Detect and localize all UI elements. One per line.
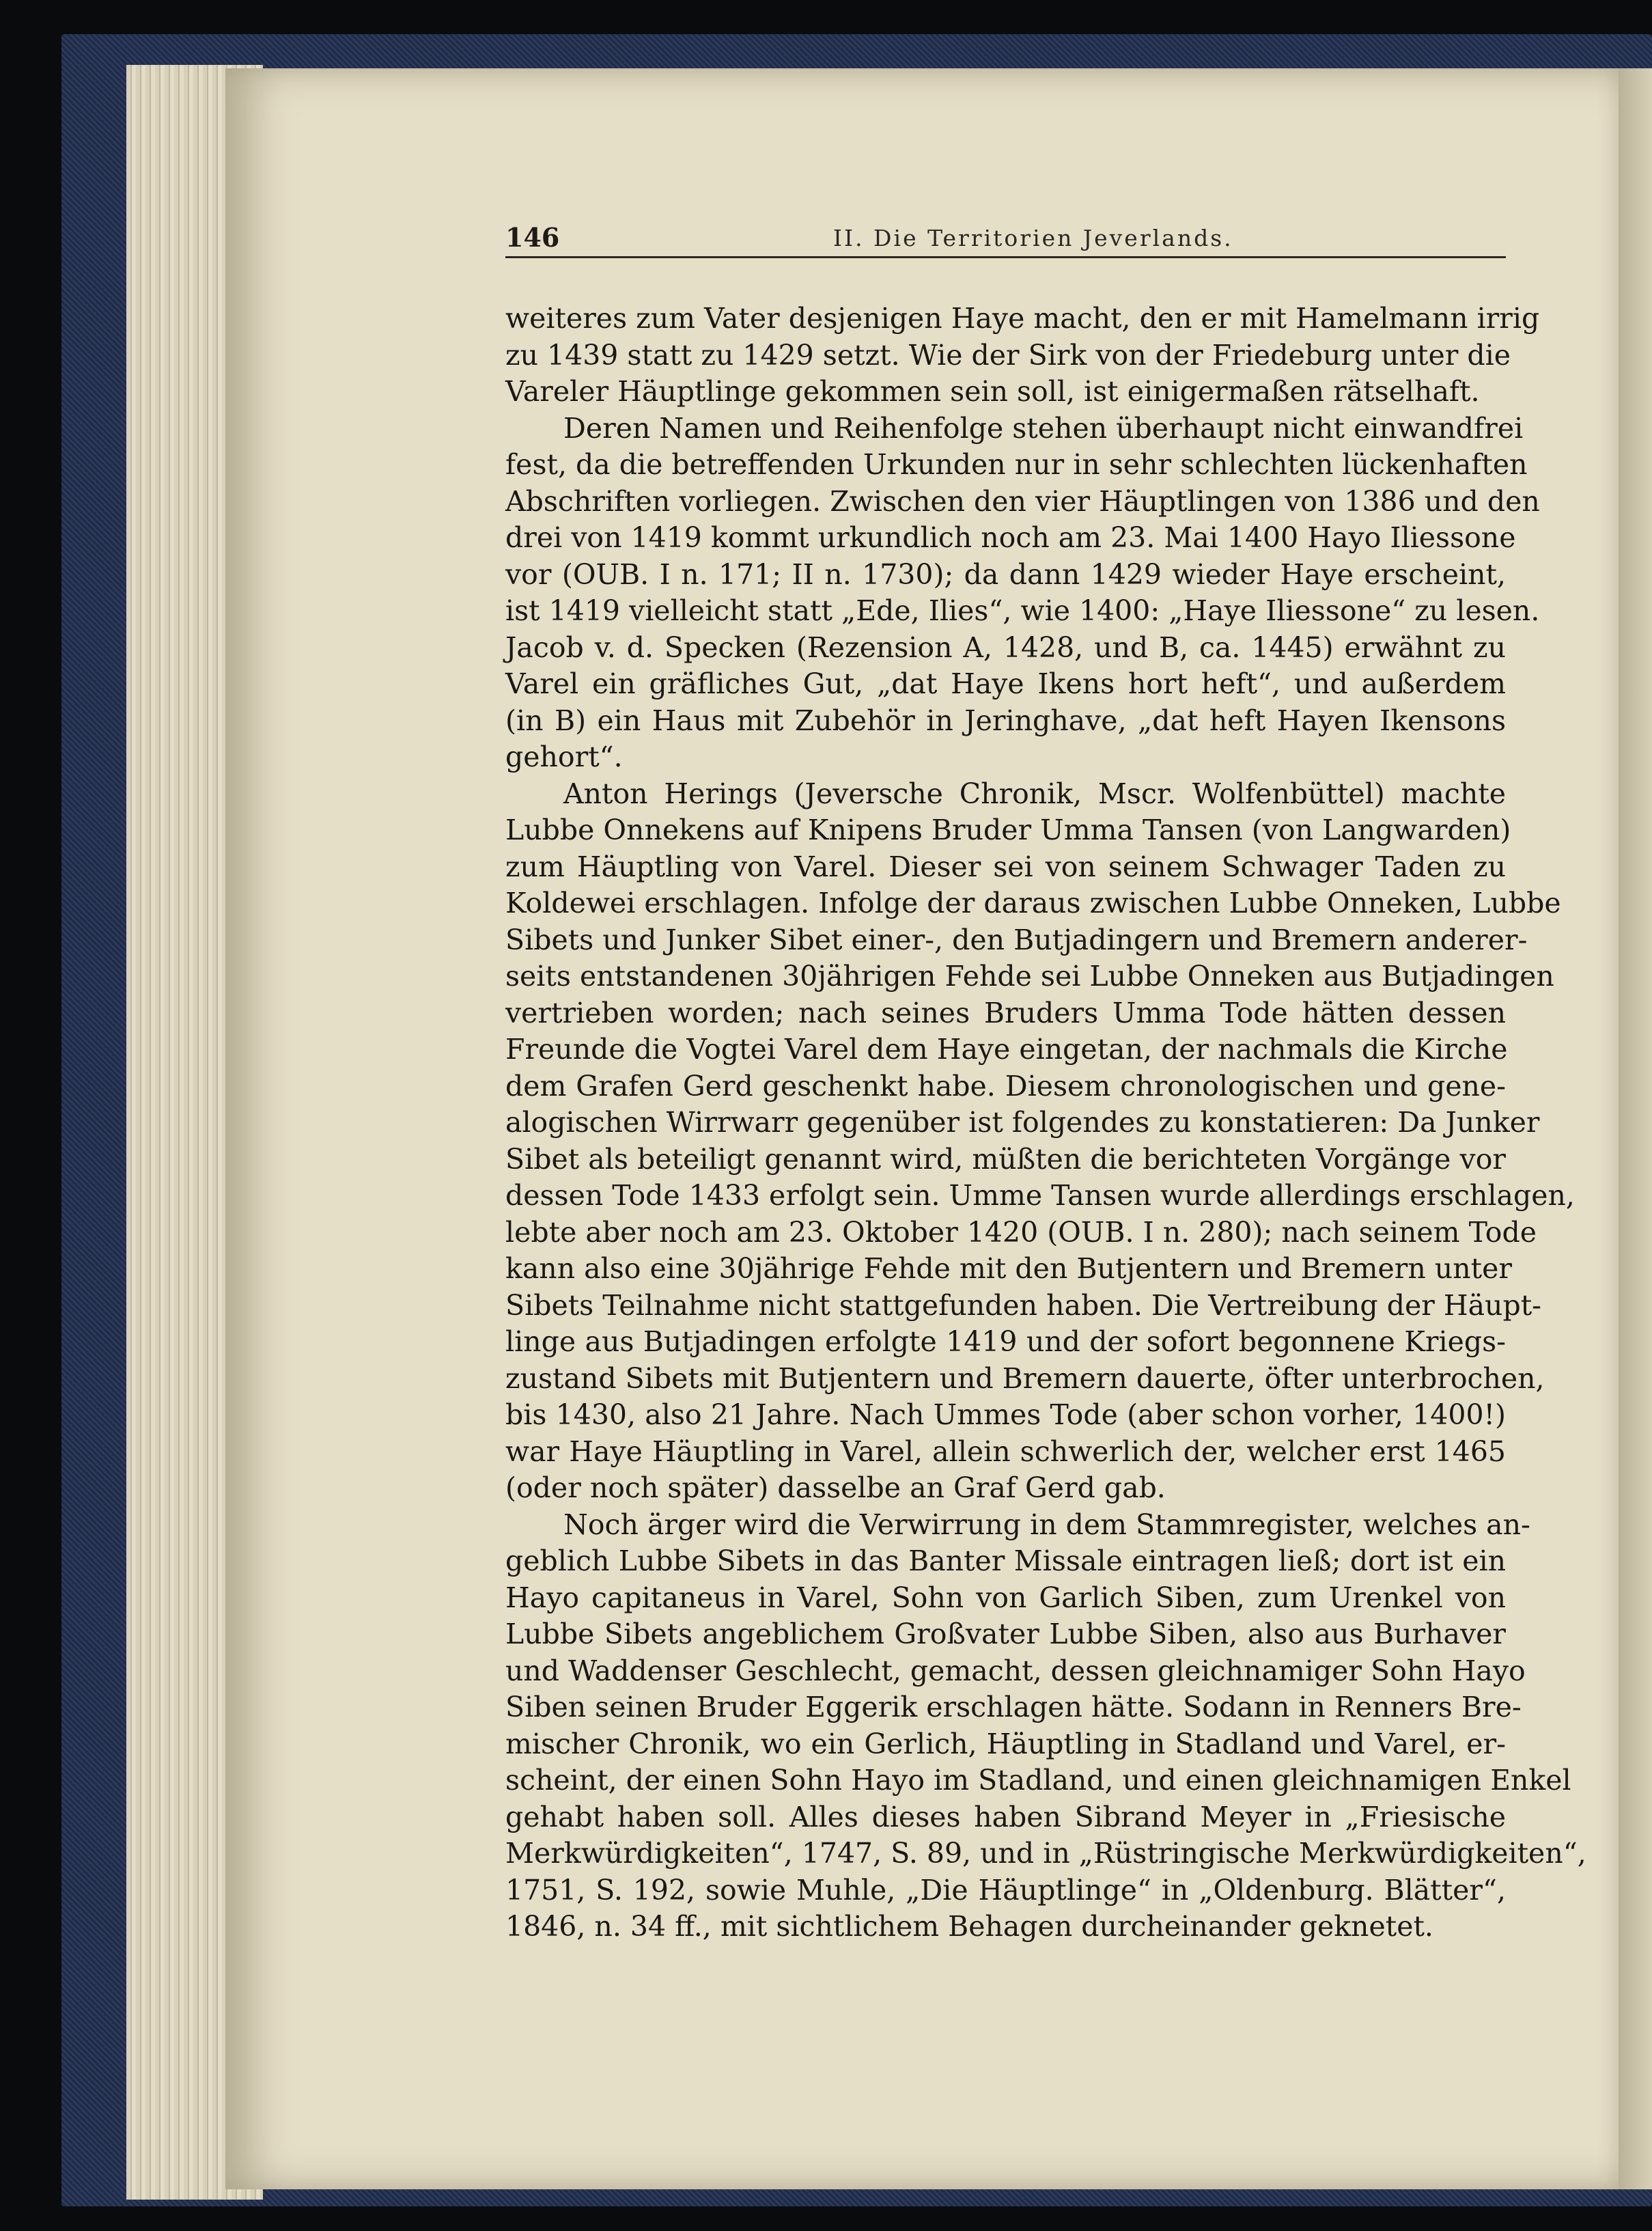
text-line: Anton Herings (Jeversche Chronik, Mscr. Wolfenbüttel) machte bbox=[563, 777, 1506, 810]
facing-page-edge bbox=[1619, 68, 1652, 2189]
text-line: Abschriften vorliegen. Zwischen den vier Häuptlingen von 1386 und den bbox=[505, 484, 1540, 518]
text-line: lebte aber noch am 23. Oktober 1420 (OUB. I n. 280); nach seinem Tode bbox=[505, 1215, 1537, 1249]
text-line: bis 1430, also 21 Jahre. Nach Ummes Tode (aber schon vorher, 1400!) bbox=[505, 1398, 1506, 1431]
page-header bbox=[505, 222, 1506, 258]
text-line: zum Häuptling von Varel. Dieser sei von seinem Schwager Taden zu bbox=[505, 850, 1506, 883]
text-line: vor (OUB. I n. 171; II n. 1730); da dann 1429 wieder Haye erscheint, bbox=[505, 557, 1506, 591]
paragraph bbox=[505, 1507, 1586, 1945]
text-line: scheint, der einen Sohn Hayo im Stadland, und einen gleichnamigen Enkel bbox=[505, 1764, 1571, 1797]
text-line: Sibets Teilnahme nicht stattgefunden haben. Die Vertreibung der Häupt- bbox=[505, 1288, 1542, 1322]
text-line: (oder noch später) dasselbe an Graf Gerd gab. bbox=[505, 1471, 1166, 1504]
text-line: kann also eine 30jährige Fehde mit den Butjentern und Bremern unter bbox=[505, 1252, 1512, 1285]
text-line: Hayo capitaneus in Varel, Sohn von Garlich Siben, zum Urenkel von bbox=[505, 1581, 1506, 1614]
text-line: Varel ein gräfliches Gut, „dat Haye Ikens hort heft“, und außerdem bbox=[505, 667, 1506, 700]
text-line: und Waddenser Geschlecht, gemacht, dessen gleichnamiger Sohn Hayo bbox=[505, 1654, 1526, 1687]
text-line: Merkwürdigkeiten“, 1747, S. 89, und in „Rüstringische Merkwürdigkeiten“, bbox=[505, 1837, 1586, 1870]
text-line: war Haye Häuptling in Varel, allein schwerlich der, welcher erst 1465 bbox=[505, 1435, 1506, 1468]
text-line: alogischen Wirrwarr gegenüber ist folgendes zu konstatieren: Da Junker bbox=[505, 1106, 1540, 1139]
text-line: Noch ärger wird die Verwirrung in dem Stammregister, welches an- bbox=[563, 1508, 1530, 1541]
text-line: seits entstandenen 30jährigen Fehde sei Lubbe Onneken aus Butjadingen bbox=[505, 960, 1554, 993]
text-line: vertrieben worden; nach seines Bruders Umma Tode hätten dessen bbox=[505, 996, 1506, 1029]
text-line: geblich Lubbe Sibets in das Banter Missale eintragen ließ; dort ist ein bbox=[505, 1544, 1506, 1577]
text-line: linge aus Butjadingen erfolgte 1419 und der sofort begonnene Kriegs- bbox=[505, 1325, 1506, 1358]
text-line: Siben seinen Bruder Eggerik erschlagen hätte. Sodann in Renners Bre- bbox=[505, 1691, 1522, 1723]
paragraph bbox=[505, 776, 1575, 1507]
text-line: Lubbe Sibets angeblichem Großvater Lubbe Siben, also aus Burhaver bbox=[505, 1618, 1506, 1650]
text-line: dessen Tode 1433 erfolgt sein. Umme Tansen wurde allerdings erschlagen, bbox=[505, 1179, 1575, 1212]
text-line: gehort“. bbox=[505, 740, 623, 773]
text-line: Sibets und Junker Sibet einer-, den Butjadingern und Bremern anderer- bbox=[505, 923, 1528, 956]
text-line: Koldewei erschlagen. Infolge der daraus zwischen Lubbe Onneken, Lubbe bbox=[505, 887, 1561, 919]
text-line: Vareler Häuptlinge gekommen sein soll, ist einigermaßen rätselhaft. bbox=[505, 375, 1480, 408]
paragraph bbox=[505, 301, 1540, 411]
text-line: weiteres zum Vater desjenigen Haye macht, den er mit Hamelmann irrig bbox=[505, 302, 1540, 335]
text-line: dem Grafen Gerd geschenkt habe. Diesem chronologischen und gene- bbox=[505, 1069, 1506, 1103]
text-line: Sibet als beteiligt genannt wird, müßten die berichteten Vorgänge vor bbox=[505, 1142, 1506, 1176]
text-line: 1751, S. 192, sowie Muhle, „Die Häuptlinge“ in „Oldenburg. Blätter“, bbox=[505, 1873, 1506, 1907]
text-line: zu 1439 statt zu 1429 setzt. Wie der Sirk von der Friedeburg unter die bbox=[505, 338, 1511, 372]
text-line: drei von 1419 kommt urkundlich noch am 23. Mai 1400 Hayo Iliessone bbox=[505, 521, 1516, 554]
text-line: ist 1419 vielleicht statt „Ede, Ilies“, wie 1400: „Haye Iliessone“ zu lesen. bbox=[505, 594, 1540, 627]
text-line: gehabt haben soll. Alles dieses haben Sibrand Meyer in „Friesische bbox=[505, 1800, 1506, 1833]
text-line: Freunde die Vogtei Varel dem Haye eingetan, der nachmals die Kirche bbox=[505, 1033, 1508, 1066]
text-line: fest, da die betreffenden Urkunden nur in sehr schlechten lückenhaften bbox=[505, 448, 1528, 481]
text-line: (in B) ein Haus mit Zubehör in Jeringhave, „dat heft Hayen Ikensons bbox=[505, 704, 1506, 737]
text-line: Deren Namen und Reihenfolge stehen überhaupt nicht einwandfrei bbox=[563, 411, 1524, 445]
text-line: zustand Sibets mit Butjentern und Bremern dauerte, öfter unterbrochen, bbox=[505, 1361, 1545, 1395]
running-head: II. Die Territorien Jeverlands. bbox=[833, 225, 1233, 251]
paragraph bbox=[505, 411, 1540, 776]
text-line: Jacob v. d. Specken (Rezension A, 1428, und B, ca. 1445) erwähnt zu bbox=[505, 630, 1506, 664]
text-line: Lubbe Onnekens auf Knipens Bruder Umma Tansen (von Langwarden) bbox=[505, 814, 1511, 846]
page-number: 146 bbox=[505, 222, 560, 253]
text-line: 1846, n. 34 ff., mit sichtlichem Behagen durcheinander geknetet. bbox=[505, 1910, 1433, 1943]
body-text bbox=[505, 301, 1586, 1945]
text-line: mischer Chronik, wo ein Gerlich, Häuptling in Stadland und Varel, er- bbox=[505, 1727, 1506, 1760]
